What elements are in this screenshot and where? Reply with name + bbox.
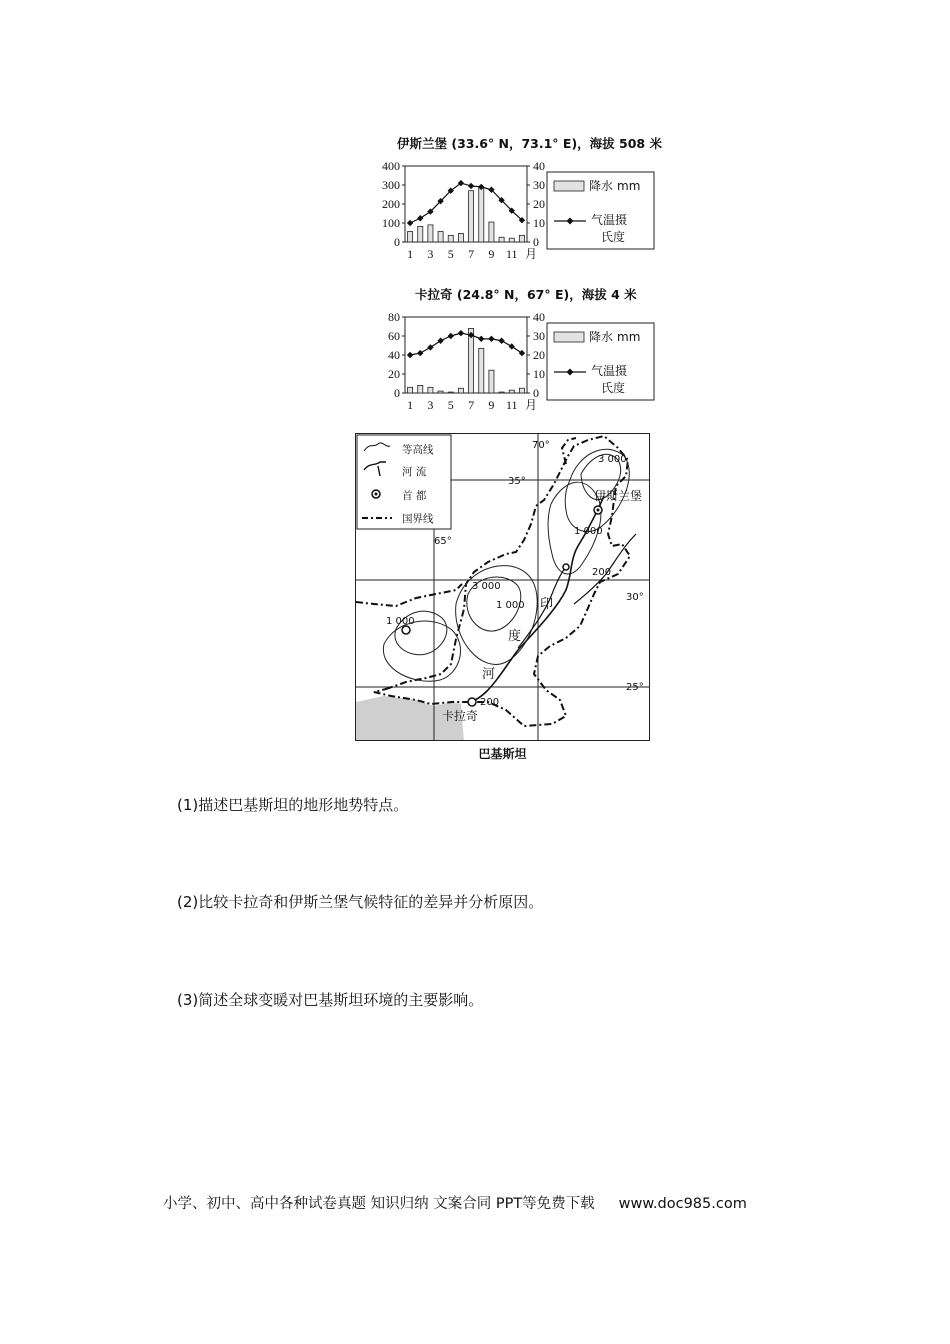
legend-temp-label-2: 氏度 — [601, 230, 626, 244]
right-tick-label: 0 — [533, 386, 539, 400]
label-indus-2: 度 — [508, 629, 522, 644]
left-tick-label: 20 — [388, 367, 400, 381]
temp-line — [410, 333, 522, 355]
karachi-marker-icon — [468, 698, 476, 706]
temp-point — [498, 338, 504, 344]
map-caption: 巴基斯坦 — [478, 747, 527, 761]
left-tick-label: 0 — [394, 386, 400, 400]
x-tick-label: 5 — [447, 247, 454, 261]
label-1000-w: 1 000 — [386, 616, 415, 627]
label-lat25: 25° — [626, 682, 644, 693]
temp-point — [468, 183, 474, 189]
label-lat35: 35° — [508, 476, 526, 487]
precip-bar — [458, 233, 463, 242]
x-tick-label: 11 — [505, 247, 518, 261]
chart-legend — [547, 323, 654, 400]
chart1-title: 伊斯兰堡 (33.6° N，73.1° E)，海拔 508 米 — [397, 136, 662, 151]
northern-border — [562, 438, 576, 464]
contour-200-w — [383, 621, 460, 681]
western-city-marker — [402, 626, 410, 634]
right-tick-label: 10 — [533, 216, 545, 230]
legend-capital: 首 都 — [402, 490, 427, 502]
chart1-climate-chart — [370, 152, 660, 264]
label-lon70: 70° — [532, 440, 550, 451]
legend-precip-label: 降水 — [589, 330, 614, 344]
legend-precip-unit: mm — [617, 330, 641, 344]
precip-bar — [418, 385, 423, 393]
precip-bar — [489, 222, 494, 242]
plot-frame — [405, 317, 527, 393]
legend-temp-label-1: 气温摄 — [591, 213, 628, 227]
right-tick-label: 40 — [533, 159, 545, 173]
left-tick-label: 400 — [382, 159, 400, 173]
x-tick-label: 3 — [427, 398, 434, 412]
temp-point — [437, 338, 443, 344]
precip-bar — [438, 391, 443, 393]
x-tick-label: 5 — [447, 398, 454, 412]
right-tick-label: 20 — [533, 348, 545, 362]
right-tick-label: 40 — [533, 310, 545, 324]
precip-bar — [489, 370, 494, 393]
label-indus-1: 印 — [540, 597, 554, 612]
label-indus-3: 河 — [482, 667, 496, 682]
left-tick-label: 40 — [388, 348, 400, 362]
right-tick-label: 10 — [533, 367, 545, 381]
x-tick-label: 7 — [468, 247, 475, 261]
label-200-ne: 200 — [592, 567, 612, 578]
legend-precip-label: 降水 — [589, 179, 614, 193]
legend-river: 河 流 — [402, 466, 427, 478]
label-1000-ne: 1 000 — [574, 526, 603, 537]
label-1000-c: 1 000 — [496, 600, 525, 611]
right-tick-label: 30 — [533, 329, 545, 343]
temp-point — [407, 220, 413, 226]
temp-point — [417, 215, 423, 221]
legend-precip-swatch — [554, 332, 584, 342]
western-border — [356, 584, 462, 606]
city-marker — [563, 564, 569, 570]
chart2-title: 卡拉奇 (24.8° N，67° E)，海拔 4 米 — [415, 287, 637, 302]
precip-bar — [448, 235, 453, 242]
pakistan-map — [355, 433, 650, 741]
precip-bar — [428, 225, 433, 242]
islamabad-capital-dot — [597, 509, 600, 512]
temp-point — [427, 344, 433, 350]
right-tick-label: 20 — [533, 197, 545, 211]
left-tick-label: 200 — [382, 197, 400, 211]
temp-point — [478, 336, 484, 342]
left-tick-label: 60 — [388, 329, 400, 343]
precip-bar — [509, 238, 514, 242]
question-1: (1)描述巴基斯坦的地形地势特点。 — [177, 796, 409, 814]
capital-legend-dot — [375, 493, 378, 496]
legend-precip-unit: mm — [617, 179, 641, 193]
footer — [163, 1192, 747, 1213]
chart2-climate-chart — [370, 303, 660, 415]
question-3: (3)简述全球变暖对巴基斯坦环境的主要影响。 — [177, 991, 484, 1009]
precip-bar — [448, 392, 453, 393]
left-tick-label: 80 — [388, 310, 400, 324]
left-tick-label: 100 — [382, 216, 400, 230]
plot-frame — [405, 166, 527, 242]
legend-precip-swatch — [554, 181, 584, 191]
temp-line — [410, 183, 522, 223]
precip-bar — [499, 392, 504, 393]
legend-border: 国界线 — [402, 513, 434, 525]
right-tick-label: 0 — [533, 235, 539, 249]
temp-point — [458, 330, 464, 336]
precip-bar — [418, 226, 423, 242]
x-tick-label: 1 — [407, 247, 414, 261]
x-unit-label: 月 — [525, 247, 538, 261]
right-tick-label: 30 — [533, 178, 545, 192]
x-tick-label: 1 — [407, 398, 414, 412]
label-islamabad: 伊斯兰堡 — [594, 489, 643, 503]
x-tick-label: 9 — [488, 247, 495, 261]
left-tick-label: 300 — [382, 178, 400, 192]
x-tick-label: 9 — [488, 398, 495, 412]
temp-point — [488, 336, 494, 342]
temp-point — [417, 350, 423, 356]
x-tick-label: 7 — [468, 398, 475, 412]
temp-point — [407, 352, 413, 358]
legend-temp-label-1: 气温摄 — [591, 364, 628, 378]
footer-text: 小学、初中、高中各种试卷真题 知识归纳 文案合同 PPT等免费下载 — [163, 1196, 595, 1212]
x-tick-label: 11 — [505, 398, 518, 412]
x-tick-label: 3 — [427, 247, 434, 261]
temp-point — [509, 343, 515, 349]
temp-point — [448, 333, 454, 339]
legend-temp-label-2: 氏度 — [601, 381, 626, 395]
label-karachi: 卡拉奇 — [442, 709, 479, 723]
precip-bar — [469, 191, 474, 242]
question-2: (2)比较卡拉奇和伊斯兰堡气候特征的差异并分析原因。 — [177, 893, 544, 911]
precip-bar — [479, 348, 484, 393]
temp-point — [519, 350, 525, 356]
footer-site-link[interactable]: www.doc985.com — [618, 1196, 747, 1212]
precip-bar — [408, 387, 413, 393]
label-3000-c: 3 000 — [472, 581, 501, 592]
precip-bar — [438, 232, 443, 242]
precip-bar — [519, 388, 524, 393]
left-tick-label: 0 — [394, 235, 400, 249]
label-3000-ne: 3 000 — [598, 454, 627, 465]
precip-bar — [458, 388, 463, 393]
precip-bar — [519, 235, 524, 242]
chart-legend — [547, 172, 654, 249]
legend-contour: 等高线 — [402, 444, 434, 456]
label-200-s: 200 — [480, 697, 500, 708]
x-unit-label: 月 — [525, 398, 538, 412]
precip-bar — [408, 232, 413, 242]
precip-bar — [509, 390, 514, 393]
precip-bar — [428, 387, 433, 393]
label-lon65: 65° — [434, 536, 452, 547]
label-lat30: 30° — [626, 592, 644, 603]
precip-bar — [479, 188, 484, 242]
precip-bar — [499, 237, 504, 242]
